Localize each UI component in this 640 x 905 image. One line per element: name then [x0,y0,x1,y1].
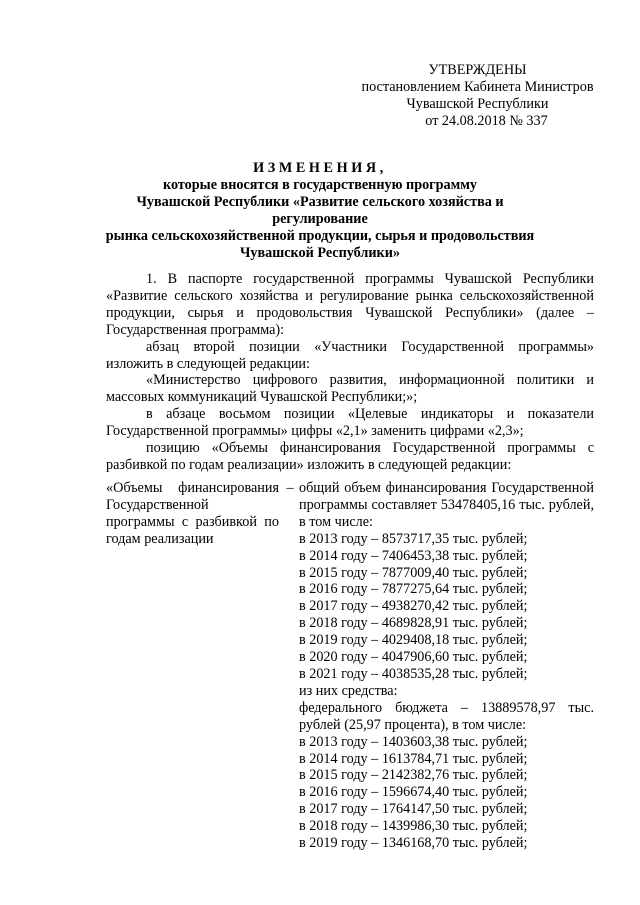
total-year-2019: в 2019 году – 4029408,18 тыс. рублей; [299,632,528,649]
paragraph-1: 1. В паспорте государственной программы Чувашской Республики «Развитие сельского хозяйства и регулирование рынка сельскохозяйственной продукции, сырья и продовольствия Чувашской Республики» (далее – Государственная программа): [106,271,594,338]
federal-intro: федерального бюджета – 13889578,97 тыс. рублей (25,97 процента), в том числе: [299,699,594,733]
financing-values [299,480,594,852]
title-line-1: которые вносятся в государственную программу [162,177,478,194]
financing-intro: общий объем финансирования Государственной программы составляет 53478405,16 тыс. рублей, в том числе: [299,480,594,530]
federal-year-2016: в 2016 году – 1596674,40 тыс. рублей; [299,784,528,801]
approval-date-number: от 24.08.2018 № 337 [425,113,548,130]
document-title [100,160,540,263]
total-year-2013: в 2013 году – 8573717,35 тыс. рублей; [299,530,528,547]
total-year-2015: в 2015 году – 7877009,40 тыс. рублей; [299,564,528,581]
paragraph-2: абзац второй позиции «Участники Государственной программы» изложить в следующей редакции: [106,338,594,372]
federal-year-2018: в 2018 году – 1439986,30 тыс. рублей; [299,818,528,835]
approval-heading: УТВЕРЖДЕНЫ [428,62,527,78]
approval-issuer: постановлением Кабинета Министров [361,79,594,96]
from-them-label: из них средства: [299,682,398,699]
title-line-2: Чувашской Республики «Развитие сельского хозяйства и регулирование [136,194,504,228]
paragraph-5: позицию «Объемы финансирования Государственной программы с разбивкой по годам реализации» изложить в следующей редакции: [106,440,594,473]
paragraph-3: «Министерство цифрового развития, информационной политики и массовых коммуникаций Чувашской Республики;»; [106,372,594,406]
total-year-2021: в 2021 году – 4038535,28 тыс. рублей; [299,665,528,682]
total-year-2017: в 2017 году – 4938270,42 тыс. рублей; [299,598,528,615]
title-line-3: рынка сельскохозяйственной продукции, сырья и продовольствия [105,228,535,245]
total-year-2014: в 2014 году – 7406453,38 тыс. рублей; [299,547,528,564]
financing-dash: – [286,480,294,496]
federal-year-2017: в 2017 году – 1764147,50 тыс. рублей; [299,801,528,818]
federal-year-2013: в 2013 году – 1403603,38 тыс. рублей; [299,733,528,750]
total-year-2020: в 2020 году – 4047906,60 тыс. рублей; [299,649,528,666]
federal-year-2014: в 2014 году – 1613784,71 тыс. рублей; [299,750,528,767]
title-line-4: Чувашской Республики» [240,245,400,262]
federal-year-2019: в 2019 году – 1346168,70 тыс. рублей; [299,835,528,852]
amendments-body [106,271,594,474]
total-year-2016: в 2016 году – 7877275,64 тыс. рублей; [299,581,528,598]
title-heading: ИЗМЕНЕНИЯ, [253,160,387,176]
paragraph-4: в абзаце восьмом позиции «Целевые индикаторы и показатели Государственной программы» цифры «2,1» заменить цифрами «2,3»; [106,406,594,440]
financing-label: «Объемы финансирования Государственной программы с разбивкой по годам реализации [106,480,279,547]
approval-stamp [350,62,605,130]
federal-year-2015: в 2015 году – 2142382,76 тыс. рублей; [299,767,528,784]
approval-republic: Чувашской Республики [406,96,549,113]
total-year-2018: в 2018 году – 4689828,91 тыс. рублей; [299,615,528,632]
